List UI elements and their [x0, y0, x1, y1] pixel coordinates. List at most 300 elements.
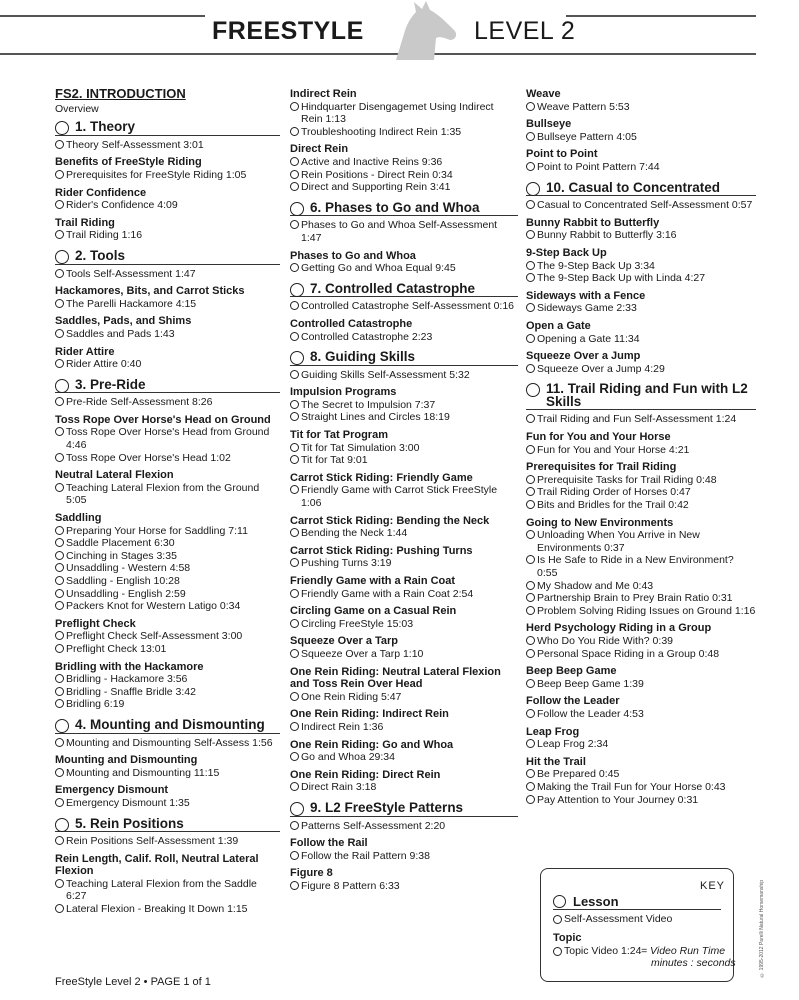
lesson-item[interactable] [290, 527, 518, 540]
video-circle-icon [290, 301, 299, 310]
section-heading [290, 280, 518, 298]
lesson-item[interactable] [290, 557, 518, 570]
lesson-item[interactable] [290, 126, 518, 139]
lesson-item[interactable] [290, 300, 518, 313]
lesson-item[interactable] [290, 219, 518, 244]
lesson-item-label: Toss Rope Over Horse's Head 1:02 [66, 451, 231, 464]
lesson-item[interactable] [290, 442, 518, 455]
lesson-item[interactable] [55, 903, 280, 916]
lesson-item-label: Rider's Confidence 4:09 [66, 199, 178, 212]
lesson-item-label: Cinching in Stages 3:35 [66, 549, 177, 562]
video-circle-icon [55, 589, 64, 598]
lesson-item-label: Lateral Flexion - Breaking It Down 1:15 [66, 903, 248, 916]
section-heading [55, 247, 280, 265]
lesson-item[interactable] [55, 562, 280, 575]
video-circle-icon [526, 364, 535, 373]
lesson-item[interactable] [290, 262, 518, 275]
topic-heading: Carrot Stick Riding: Pushing Turns [290, 544, 473, 557]
lesson-item-label: Bridling - Hackamore 3:56 [66, 673, 188, 686]
video-circle-icon [55, 798, 64, 807]
video-circle-icon [526, 162, 535, 171]
lesson-circle-icon [553, 895, 566, 908]
video-circle-icon [526, 261, 535, 270]
video-circle-icon [526, 769, 535, 778]
page-header [0, 0, 799, 58]
lesson-item[interactable] [290, 156, 518, 169]
section-heading [290, 351, 518, 366]
lesson-item[interactable] [55, 426, 280, 451]
video-circle-icon [526, 636, 535, 645]
section-heading [290, 799, 518, 817]
topic-heading: One Rein Riding: Indirect Rein [290, 708, 449, 721]
lesson-item-label: My Shadow and Me 0:43 [537, 579, 654, 592]
lesson-item[interactable] [526, 260, 756, 273]
lesson-item-label: Who Do You Ride With? 0:39 [537, 634, 673, 647]
lesson-item-label: Sideways Game 2:33 [537, 302, 637, 315]
key-self-assessment-label: Self-Assessment Video [564, 913, 673, 925]
video-circle-icon [55, 526, 64, 535]
video-circle-icon [290, 821, 299, 830]
topic-heading: Rider Attire [55, 345, 115, 358]
lesson-item-label: Weave Pattern 5:53 [537, 100, 630, 113]
video-circle-icon [290, 485, 299, 494]
video-circle-icon [553, 947, 562, 956]
lesson-item-label: Saddles and Pads 1:43 [66, 327, 175, 340]
topic-heading: Carrot Stick Riding: Friendly Game [290, 471, 473, 484]
lesson-item-label: Preflight Check Self-Assessment 3:00 [66, 630, 243, 643]
section-circle-icon [55, 379, 69, 393]
lesson-item[interactable] [290, 850, 518, 863]
section-heading [55, 121, 280, 136]
topic-heading: Squeeze Over a Tarp [290, 635, 399, 648]
lesson-item[interactable] [55, 737, 280, 750]
lesson-item[interactable] [526, 635, 756, 648]
video-circle-icon [290, 528, 299, 537]
lesson-item-label: Follow the Leader 4:53 [537, 707, 644, 720]
video-circle-icon [526, 530, 535, 539]
video-circle-icon [290, 102, 299, 111]
video-circle-icon [55, 879, 64, 888]
topic-heading: Preflight Check [55, 617, 136, 630]
lesson-item-label: Follow the Rail Pattern 9:38 [301, 849, 430, 862]
key-lesson-label: Lesson [573, 894, 619, 909]
lesson-item[interactable] [55, 797, 280, 810]
video-circle-icon [526, 739, 535, 748]
video-circle-icon [290, 400, 299, 409]
lesson-item[interactable] [290, 454, 518, 467]
intro-title: FS2. INTRODUCTION [55, 86, 186, 101]
lesson-item[interactable] [290, 618, 518, 631]
section-title: 4. Mounting and Dismounting [75, 716, 265, 732]
lesson-item[interactable] [55, 139, 280, 152]
lesson-item[interactable] [55, 550, 280, 563]
section-circle-icon [55, 719, 69, 733]
column-1 [55, 88, 280, 916]
video-circle-icon [290, 332, 299, 341]
lesson-item[interactable] [55, 673, 280, 686]
lesson-item[interactable] [290, 880, 518, 893]
lesson-item-label: Prerequisite Tasks for Trail Riding 0:48 [537, 473, 717, 486]
video-circle-icon [290, 170, 299, 179]
video-circle-icon [55, 538, 64, 547]
video-circle-icon [290, 157, 299, 166]
lesson-item[interactable] [55, 767, 280, 780]
lesson-item[interactable] [55, 537, 280, 550]
lesson-item[interactable] [526, 413, 756, 426]
key-topic-video-label: Topic Video 1:24 [564, 945, 642, 957]
topic-heading: Benefits of FreeStyle Riding [55, 156, 202, 169]
topic-heading: Neutral Lateral Flexion [55, 469, 174, 482]
lesson-item[interactable] [55, 229, 280, 242]
video-circle-icon [290, 881, 299, 890]
topic-heading: Point to Point [526, 148, 598, 161]
lesson-item[interactable] [526, 363, 756, 376]
lesson-item[interactable] [526, 302, 756, 315]
section-circle-icon [526, 182, 540, 196]
lesson-item-label: Controlled Catastrophe Self-Assessment 0:16 [301, 300, 515, 313]
topic-heading: One Rein Riding: Direct Rein [290, 768, 441, 781]
video-circle-icon [55, 563, 64, 572]
lesson-item-label: Go and Whoa 29:34 [301, 751, 395, 764]
video-circle-icon [55, 299, 64, 308]
lesson-item[interactable] [526, 738, 756, 751]
section-heading [55, 815, 280, 833]
video-circle-icon [290, 370, 299, 379]
key-title: KEY [700, 880, 726, 892]
lesson-item-label: Tools Self-Assessment 1:47 [66, 267, 196, 280]
intro-overview: Overview [55, 102, 99, 115]
section-title: 2. Tools [75, 247, 126, 263]
lesson-item[interactable] [526, 678, 756, 691]
key-note-line1: = Video Run Time [641, 945, 726, 957]
lesson-item[interactable] [55, 482, 280, 507]
key-note-line2: minutes : seconds [651, 957, 736, 969]
lesson-item[interactable] [526, 486, 756, 499]
header-title-freestyle: FREESTYLE [212, 17, 364, 45]
topic-heading: Controlled Catastrophe [290, 317, 413, 330]
lesson-item[interactable] [526, 768, 756, 781]
topic-heading: Mounting and Dismounting [55, 754, 198, 767]
page-footer: FreeStyle Level 2 • PAGE 1 of 1 [55, 976, 211, 988]
video-circle-icon [290, 589, 299, 598]
topic-heading: Tit for Tat Program [290, 429, 388, 442]
lesson-item[interactable] [526, 272, 756, 285]
video-circle-icon [526, 555, 535, 564]
topic-heading: Hackamores, Bits, and Carrot Sticks [55, 285, 245, 298]
video-circle-icon [55, 699, 64, 708]
lesson-item-label: Squeeze Over a Jump 4:29 [537, 362, 665, 375]
video-circle-icon [55, 631, 64, 640]
topic-heading: Carrot Stick Riding: Bending the Neck [290, 514, 490, 527]
video-circle-icon [290, 558, 299, 567]
lesson-item[interactable] [526, 529, 756, 554]
lesson-item-label: Teaching Lateral Flexion from the Saddle 6:27 [66, 877, 257, 903]
topic-heading: Indirect Rein [290, 88, 357, 100]
lesson-item-label: The Parelli Hackamore 4:15 [66, 297, 197, 310]
lesson-item[interactable] [526, 708, 756, 721]
lesson-item-label: Phases to Go and Whoa Self-Assessment 1:47 [301, 219, 498, 244]
lesson-item[interactable] [290, 781, 518, 794]
lesson-item-label: Unsaddling - Western 4:58 [66, 562, 191, 575]
section-circle-icon [290, 351, 304, 365]
lesson-item[interactable] [526, 580, 756, 593]
copyright: © 1995-2012 Parelli Natural Horsemanship [759, 880, 765, 978]
lesson-item[interactable] [55, 698, 280, 711]
lesson-item-label: Partnership Brain to Prey Brain Ratio 0:31 [537, 592, 733, 605]
lesson-item-label: Mounting and Dismounting 11:15 [66, 766, 220, 779]
video-circle-icon [55, 601, 64, 610]
lesson-item-label: Bits and Bridles for the Trail 0:42 [537, 499, 689, 512]
section-circle-icon [290, 283, 304, 297]
lesson-item-label: Emergency Dismount 1:35 [66, 796, 190, 809]
video-circle-icon [290, 692, 299, 701]
lesson-item[interactable] [55, 575, 280, 588]
video-circle-icon [290, 182, 299, 191]
lesson-item-label: Patterns Self-Assessment 2:20 [301, 819, 446, 832]
horse-head-icon [376, 0, 466, 60]
video-circle-icon [526, 795, 535, 804]
lesson-item[interactable] [526, 333, 756, 346]
lesson-item-label: Straight Lines and Circles 18:19 [301, 411, 450, 424]
topic-heading: Going to New Environments [526, 516, 674, 529]
lesson-item[interactable] [290, 691, 518, 704]
lesson-item-label: Rider Attire 0:40 [66, 358, 142, 371]
topic-heading: Rein Length, Calif. Roll, Neutral Lateral Flexion [55, 852, 259, 878]
lesson-item[interactable] [290, 399, 518, 412]
topic-heading: Saddling [55, 512, 102, 525]
lesson-item-label: The 9-Step Back Up with Linda 4:27 [537, 272, 706, 285]
lesson-item-label: Bunny Rabbit to Butterfly 3:16 [537, 229, 677, 242]
section-circle-icon [55, 250, 69, 264]
video-circle-icon [55, 453, 64, 462]
video-circle-icon [526, 303, 535, 312]
section-circle-icon [526, 383, 540, 397]
topic-heading: Impulsion Programs [290, 386, 397, 399]
lesson-item[interactable] [55, 169, 280, 182]
topic-heading: Friendly Game with a Rain Coat [290, 575, 456, 587]
lesson-item[interactable] [55, 643, 280, 656]
video-circle-icon [526, 679, 535, 688]
section-heading [55, 716, 280, 734]
lesson-item-label: Direct Rain 3:18 [301, 781, 377, 794]
lesson-item-label: Mounting and Dismounting Self-Assess 1:56 [66, 736, 273, 749]
topic-heading: Squeeze Over a Jump [526, 350, 641, 363]
video-circle-icon [290, 851, 299, 860]
lesson-item[interactable] [290, 169, 518, 182]
lesson-item[interactable] [55, 396, 280, 409]
section-heading [526, 383, 756, 410]
topic-heading: Sideways with a Fence [526, 289, 646, 302]
lesson-item[interactable] [290, 181, 518, 194]
video-circle-icon [55, 674, 64, 683]
lesson-item[interactable] [55, 268, 280, 281]
key-lesson [553, 894, 721, 910]
video-circle-icon [526, 230, 535, 239]
lesson-item[interactable] [526, 161, 756, 174]
topic-heading: Hit the Trail [526, 755, 586, 768]
lesson-item[interactable] [55, 328, 280, 341]
lesson-item[interactable] [55, 588, 280, 601]
topic-heading: Open a Gate [526, 319, 591, 332]
video-circle-icon [526, 334, 535, 343]
topic-heading: Emergency Dismount [55, 784, 169, 797]
lesson-item-label: Toss Rope Over Horse's Head from Ground 4:46 [66, 426, 270, 452]
lesson-item-label: Rein Positions - Direct Rein 0:34 [301, 168, 453, 181]
lesson-item[interactable] [526, 648, 756, 661]
topic-heading: Bunny Rabbit to Butterfly [526, 216, 660, 229]
lesson-item[interactable] [526, 101, 756, 114]
video-circle-icon [55, 170, 64, 179]
lesson-item-label: Tit for Tat Simulation 3:00 [301, 441, 420, 454]
lesson-item[interactable] [290, 588, 518, 601]
video-circle-icon [290, 782, 299, 791]
video-circle-icon [55, 427, 64, 436]
video-circle-icon [290, 722, 299, 731]
lesson-item[interactable] [55, 600, 280, 613]
section-title: 9. L2 FreeStyle Patterns [310, 799, 464, 815]
header-rule-left [0, 15, 205, 17]
topic-heading: Rider Confidence [55, 186, 147, 199]
lesson-item-label: Hindquarter Disengagemet Using Indirect Rein 1:13 [301, 100, 494, 126]
lesson-item[interactable] [526, 229, 756, 242]
lesson-item-label: Casual to Concentrated Self-Assessment 0:57 [537, 199, 753, 212]
lesson-item[interactable] [526, 592, 756, 605]
video-circle-icon [526, 102, 535, 111]
video-circle-icon [526, 487, 535, 496]
lesson-item-label: Pushing Turns 3:19 [301, 557, 392, 570]
lesson-item[interactable] [55, 298, 280, 311]
video-circle-icon [55, 329, 64, 338]
lesson-item-label: Unsaddling - English 2:59 [66, 587, 186, 600]
lesson-item-label: Figure 8 Pattern 6:33 [301, 879, 400, 892]
lesson-item[interactable] [290, 331, 518, 344]
video-circle-icon [55, 836, 64, 845]
lesson-item-label: Bridling - Snaffle Bridle 3:42 [66, 685, 196, 698]
video-circle-icon [526, 273, 535, 282]
lesson-item[interactable] [526, 474, 756, 487]
lesson-item-label: Saddle Placement 6:30 [66, 537, 175, 550]
lesson-item-label: Preflight Check 13:01 [66, 642, 167, 655]
lesson-item-label: The 9-Step Back Up 3:34 [537, 259, 655, 272]
lesson-item[interactable] [55, 630, 280, 643]
lesson-item[interactable] [526, 131, 756, 144]
lesson-item-label: Beep Beep Game 1:39 [537, 677, 644, 690]
lesson-item-label: Making the Trail Fun for Your Horse 0:43 [537, 780, 726, 793]
lesson-item[interactable] [290, 484, 518, 509]
lesson-item[interactable] [290, 751, 518, 764]
video-circle-icon [55, 904, 64, 913]
lesson-item[interactable] [290, 101, 518, 126]
video-circle-icon [526, 445, 535, 454]
topic-heading: Phases to Go and Whoa [290, 249, 416, 262]
video-circle-icon [526, 593, 535, 602]
lesson-item-label: Trail Riding Order of Horses 0:47 [537, 486, 691, 499]
video-circle-icon [55, 200, 64, 209]
lesson-item[interactable] [526, 794, 756, 807]
video-circle-icon [553, 915, 562, 924]
lesson-item-label: Guiding Skills Self-Assessment 5:32 [301, 368, 470, 381]
lesson-item[interactable] [526, 781, 756, 794]
video-circle-icon [526, 606, 535, 615]
lesson-item[interactable] [55, 452, 280, 465]
lesson-item[interactable] [55, 686, 280, 699]
section-title: 10. Casual to Concentrated [546, 179, 721, 195]
video-circle-icon [55, 359, 64, 368]
topic-heading: Weave [526, 88, 561, 100]
lesson-item-label: Trail Riding 1:16 [66, 229, 143, 242]
section-circle-icon [290, 202, 304, 216]
lesson-item-label: Direct and Supporting Rein 3:41 [301, 181, 451, 194]
lesson-item[interactable] [55, 525, 280, 538]
video-circle-icon [290, 752, 299, 761]
lesson-item-label: Controlled Catastrophe 2:23 [301, 330, 433, 343]
video-circle-icon [55, 397, 64, 406]
topic-heading: Bridling with the Hackamore [55, 660, 204, 673]
lesson-item[interactable] [526, 444, 756, 457]
lesson-item[interactable] [526, 605, 756, 618]
video-circle-icon [55, 687, 64, 696]
section-heading [526, 179, 756, 197]
video-circle-icon [526, 649, 535, 658]
video-circle-icon [290, 127, 299, 136]
key-note [641, 945, 736, 969]
video-circle-icon [526, 475, 535, 484]
video-circle-icon [55, 140, 64, 149]
section-circle-icon [290, 802, 304, 816]
lesson-item-label: Pre-Ride Self-Assessment 8:26 [66, 396, 213, 409]
lesson-item-label: Be Prepared 0:45 [537, 768, 620, 781]
video-circle-icon [526, 414, 535, 423]
lesson-item[interactable] [290, 721, 518, 734]
lesson-item-label: Is He Safe to Ride in a New Environment? 0:55 [537, 554, 734, 579]
key-topic: Topic [553, 932, 582, 944]
lesson-item[interactable] [290, 648, 518, 661]
lesson-item[interactable] [55, 835, 280, 848]
lesson-item[interactable] [290, 411, 518, 424]
lesson-item-label: Tit for Tat 9:01 [301, 454, 368, 467]
lesson-item-label: Preparing Your Horse for Saddling 7:11 [66, 524, 248, 537]
lesson-item[interactable] [526, 554, 756, 579]
lesson-item[interactable] [55, 358, 280, 371]
video-circle-icon [290, 443, 299, 452]
video-circle-icon [55, 483, 64, 492]
video-circle-icon [55, 768, 64, 777]
lesson-item[interactable] [55, 199, 280, 212]
section-circle-icon [55, 121, 69, 135]
section-title: 11. Trail Riding and Fun with L2 Skills [546, 381, 748, 409]
lesson-item-label: Point to Point Pattern 7:44 [537, 160, 660, 173]
section-title: 7. Controlled Catastrophe [310, 280, 476, 296]
video-circle-icon [526, 709, 535, 718]
video-circle-icon [526, 500, 535, 509]
lesson-item[interactable] [290, 820, 518, 833]
topic-heading: Direct Rein [290, 143, 349, 156]
lesson-item-label: Unloading When You Arrive in New Environments 0:37 [537, 529, 700, 554]
video-circle-icon [55, 576, 64, 585]
topic-heading: Fun for You and Your Horse [526, 431, 671, 444]
topic-heading: Herd Psychology Riding in a Group [526, 622, 712, 635]
video-circle-icon [55, 738, 64, 747]
lesson-item[interactable] [290, 369, 518, 382]
video-circle-icon [55, 230, 64, 239]
column-2 [290, 88, 518, 892]
video-circle-icon [290, 412, 299, 421]
lesson-item[interactable] [526, 199, 756, 212]
lesson-item[interactable] [526, 499, 756, 512]
lesson-item[interactable] [55, 878, 280, 903]
video-circle-icon [55, 269, 64, 278]
topic-heading: Circling Game on a Casual Rein [290, 605, 457, 618]
